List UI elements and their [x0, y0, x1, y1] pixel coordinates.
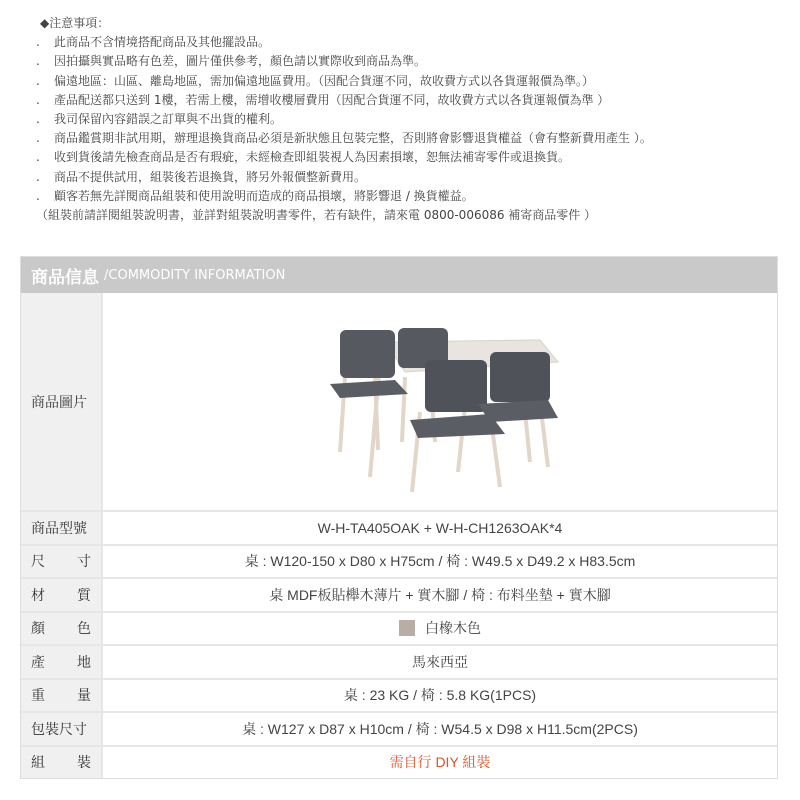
label-char: 產 [31, 654, 45, 671]
row-value-cell [103, 747, 777, 779]
note-text: 我司保留內容錯誤之訂單與不出貨的權利。 [54, 112, 283, 127]
info-row [21, 510, 777, 544]
row-value: 桌 : W127 x D87 x H10cm / 椅 : W54.5 x D98 x H11.5cm(2PCS) [242, 720, 638, 737]
row-label [21, 646, 103, 678]
product-image-row [21, 293, 777, 510]
row-value-cell [103, 646, 777, 678]
row-value: 需自行 DIY 組裝 [389, 754, 491, 771]
row-label: 商品型號 [21, 512, 103, 544]
row-value: 馬來西亞 [412, 653, 468, 670]
label-char: 寸 [77, 554, 91, 571]
info-row [21, 577, 777, 611]
bullet: . [36, 150, 40, 165]
row-value-cell [103, 713, 777, 745]
section-subtitle: /COMMODITY INFORMATION [104, 267, 286, 283]
label-char: 質 [77, 587, 91, 604]
bullet: . [36, 35, 40, 50]
note-item [30, 129, 652, 148]
row-label [21, 747, 103, 779]
label-char: 顏 [31, 621, 45, 638]
notes-title: ◆注意事項： [40, 16, 110, 30]
row-value-cell [103, 680, 777, 712]
bullet: . [36, 112, 40, 127]
note-text: 商品不提供試用，組裝後若退換貨，將另外報價整新費用。 [54, 169, 367, 184]
bullet: . [36, 73, 40, 88]
note-item [30, 52, 652, 71]
label-char: 尺 [31, 554, 45, 571]
note-item [30, 110, 652, 129]
label-char: 裝 [77, 755, 91, 772]
bullet: . [36, 54, 40, 69]
row-label: 商品圖片 [21, 293, 103, 510]
info-row [21, 644, 777, 678]
note-item [30, 91, 652, 110]
row-label [21, 546, 103, 578]
product-image [103, 293, 777, 510]
section-header [21, 257, 777, 293]
note-text: 顧客若無先詳閱商品組裝和使用說明而造成的商品損壞，將影響退 / 換貨權益。 [54, 188, 474, 203]
notes-footer: （組裝前請詳閱組裝說明書，並詳對組裝說明書零件，若有缺件，請來電 0800-006086 補寄商品零件 ） [36, 208, 597, 223]
row-label [21, 613, 103, 645]
info-row [21, 745, 777, 779]
note-text: 商品鑑賞期非試用期，辦理退換貨商品必須是新狀態且包裝完整，否則將會影響退貨權益（會有整新費用產生 ）。 [54, 131, 652, 146]
label-char: 地 [77, 654, 91, 671]
label-char: 重 [31, 688, 45, 705]
label-char: 材 [31, 587, 45, 604]
row-value: 桌 MDF板貼櫸木薄片 + 實木腳 / 椅 : 布料坐墊 + 實木腳 [269, 586, 611, 603]
note-item [30, 72, 652, 91]
note-text: 收到貨後請先檢查商品是否有瑕疵，未經檢查即組裝視人為因素損壞，恕無法補寄零件或退換貨。 [54, 150, 571, 165]
note-text: 偏遠地區：山區、離島地區，需加偏遠地區費用。（因配合貨運不同，故收費方式以各貨運報價為準。） [54, 73, 595, 88]
bullet: . [36, 92, 40, 107]
info-row [21, 711, 777, 745]
info-row [21, 611, 777, 645]
note-item [30, 187, 652, 206]
row-value-cell [103, 546, 777, 578]
note-item [30, 168, 652, 187]
row-label [21, 579, 103, 611]
info-row [21, 678, 777, 712]
color-swatch [399, 620, 415, 636]
notes-section [30, 14, 652, 225]
bullet: . [36, 131, 40, 146]
label-char: 量 [77, 688, 91, 705]
row-value: 桌 : 23 KG / 椅 : 5.8 KG(1PCS) [343, 687, 537, 704]
bullet: . [36, 188, 40, 203]
row-value: 白橡木色 [425, 620, 481, 637]
note-text: 產品配送都只送到 1樓，若需上樓，需增收樓層費用（因配合貨運不同，故收費方式以各貨運報價為準 ） [54, 92, 610, 107]
section-title: 商品信息 [31, 267, 99, 288]
label-char: 組 [31, 755, 45, 772]
row-value-cell [103, 512, 777, 544]
row-value-cell [103, 613, 777, 645]
info-row [21, 544, 777, 578]
row-label: 包裝尺寸 [21, 713, 103, 745]
note-text: 因拍攝與實品略有色差，圖片僅供參考，顏色請以實際收到商品為準。 [54, 54, 427, 69]
row-value-cell [103, 579, 777, 611]
row-label [21, 680, 103, 712]
note-item [30, 148, 652, 167]
row-value: 桌 : W120-150 x D80 x H75cm / 椅 : W49.5 x D49.2 x H83.5cm [244, 553, 636, 570]
commodity-info-table [20, 256, 778, 779]
bullet: . [36, 169, 40, 184]
label-char: 色 [77, 621, 91, 638]
note-text: 此商品不含情境搭配商品及其他擺設品。 [54, 35, 271, 50]
row-value: W-H-TA405OAK + W-H-CH1263OAK*4 [317, 519, 563, 536]
note-item [30, 33, 652, 52]
